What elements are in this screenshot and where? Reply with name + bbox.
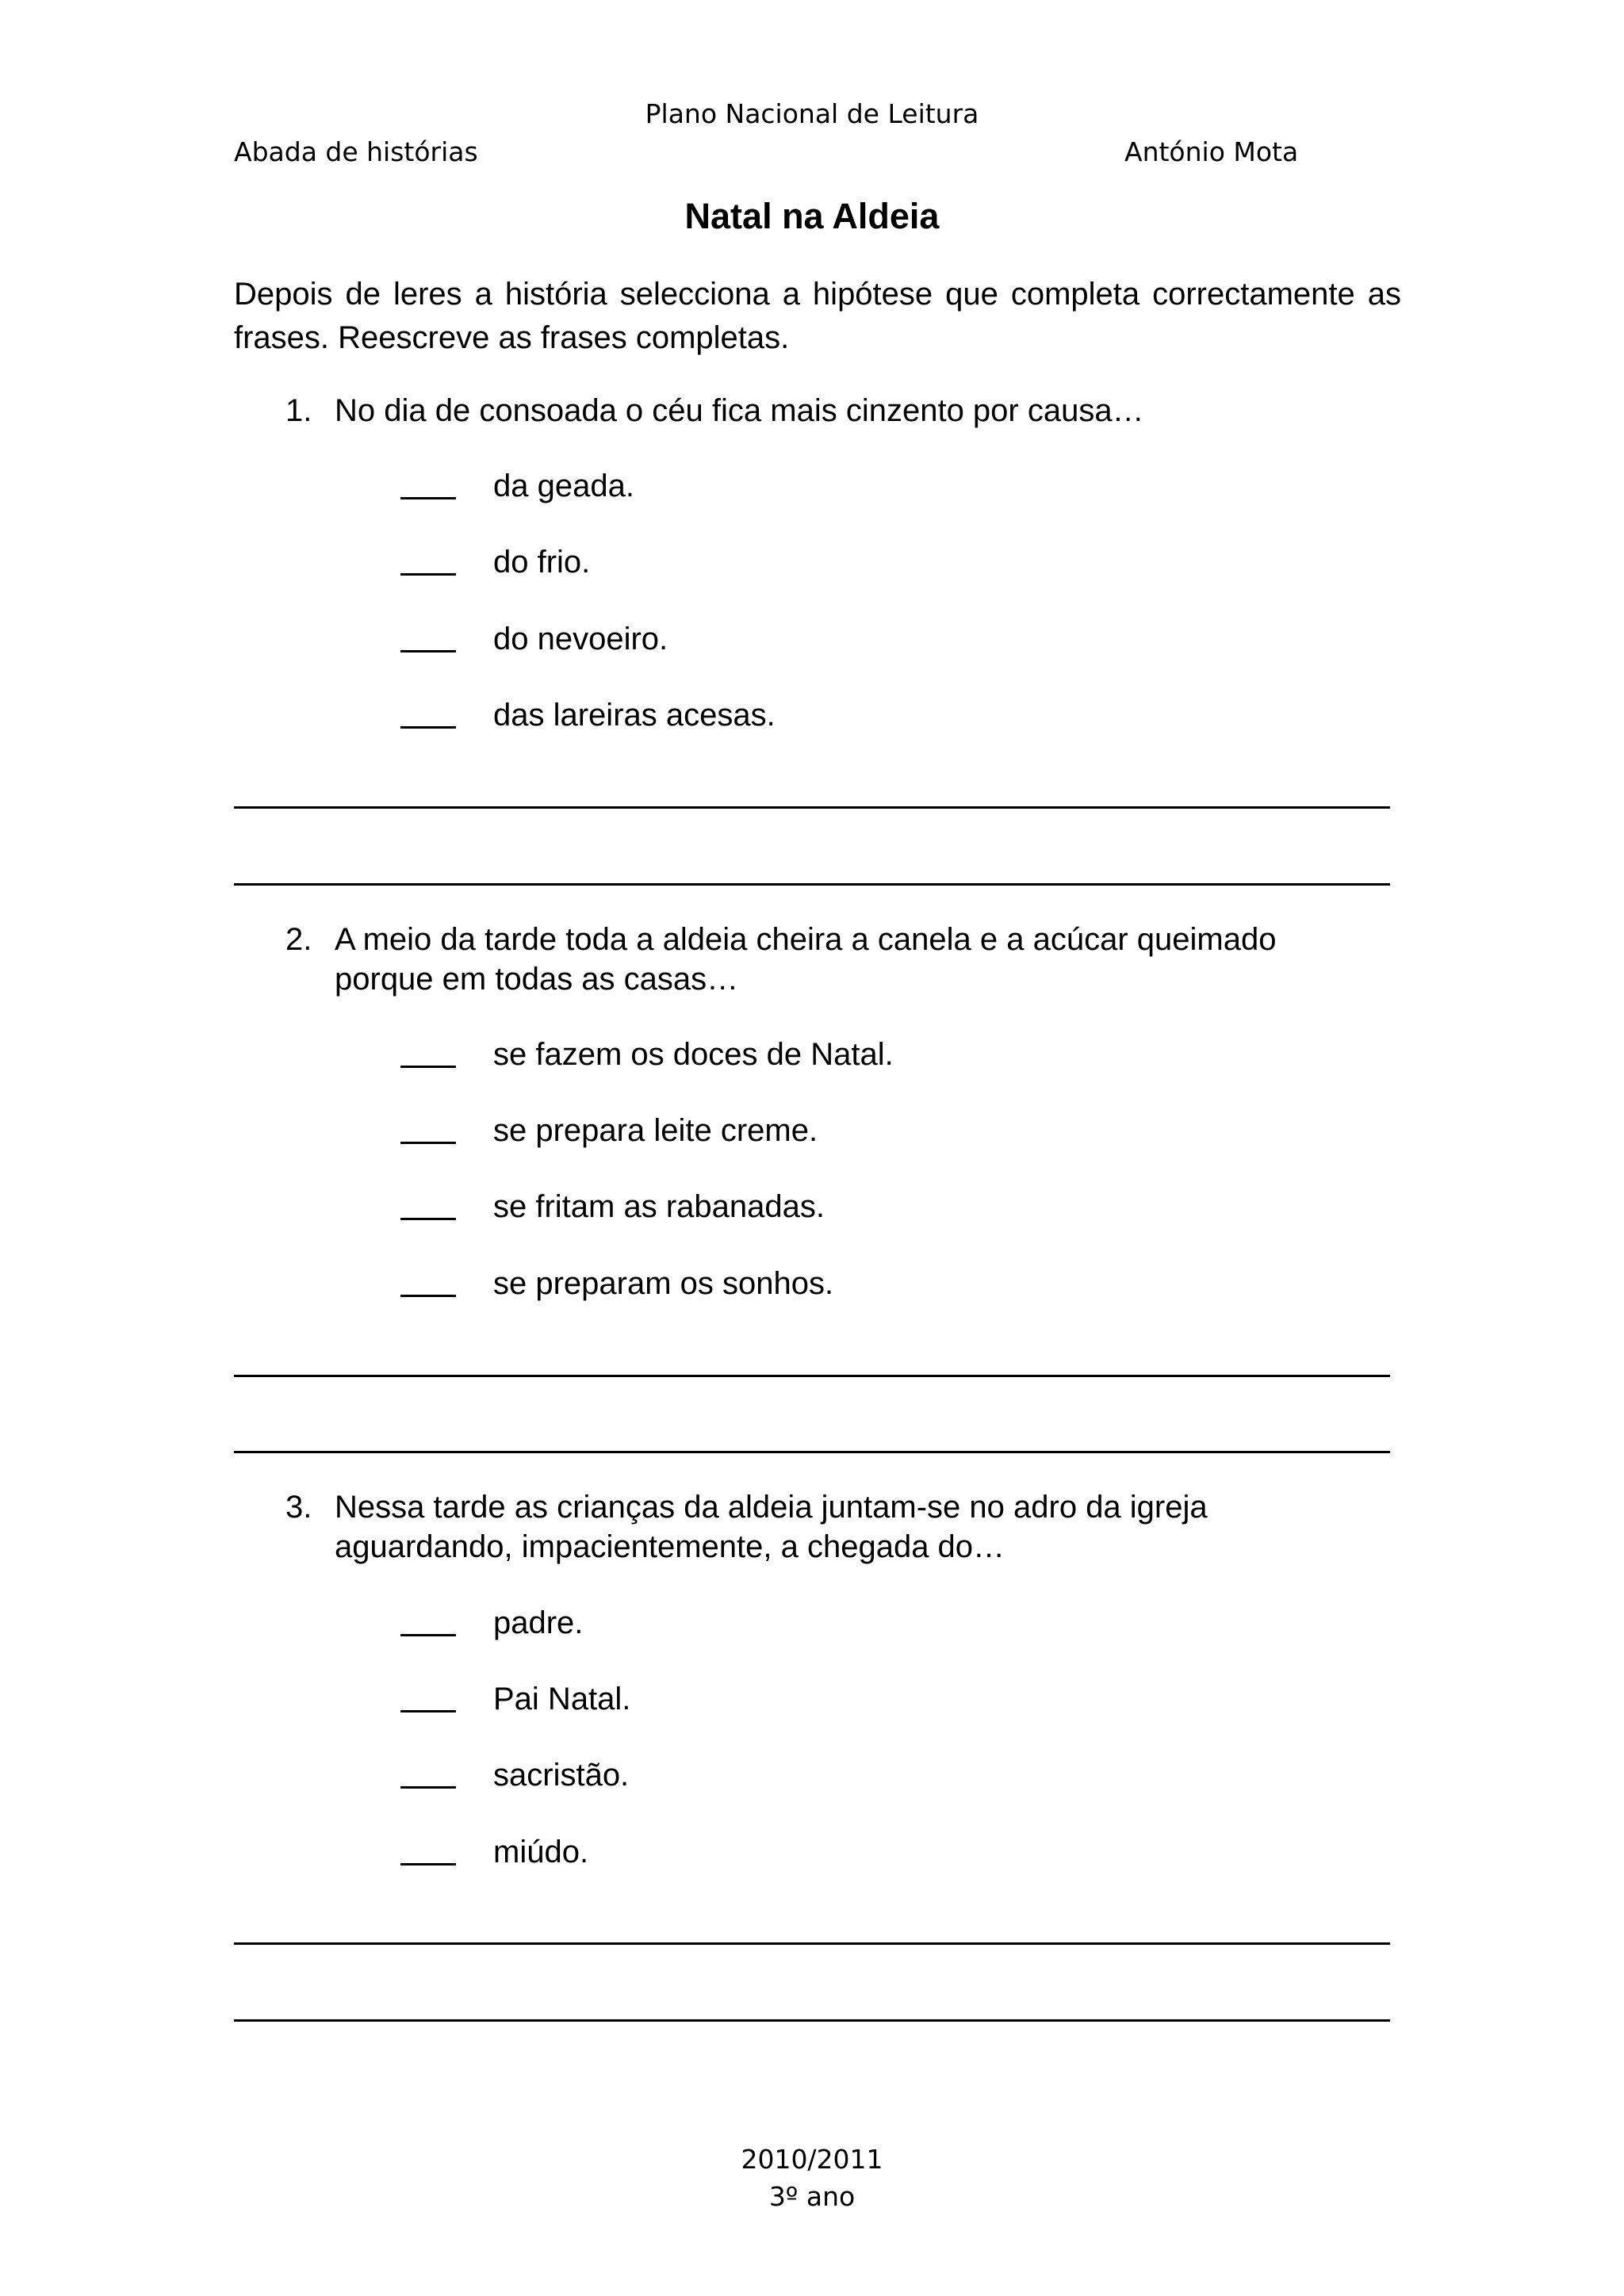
answer-line[interactable]	[234, 806, 1390, 809]
option-text: das lareiras acesas.	[493, 698, 776, 733]
option-text: sacristão.	[493, 1758, 630, 1793]
option-1c	[400, 619, 668, 659]
question-1	[285, 391, 1396, 430]
program-header: Plano Nacional de Leitura	[645, 98, 979, 129]
question-number: 2.	[285, 922, 312, 957]
answer-blank[interactable]	[400, 1607, 456, 1636]
answer-blank[interactable]	[400, 470, 456, 499]
question-text: No dia de consoada o céu fica mais cinzento por causa…	[335, 393, 1144, 428]
question-number: 3.	[285, 1490, 312, 1525]
option-text: do frio.	[493, 545, 591, 580]
question-text: A meio da tarde toda a aldeia cheira a canela e a acúcar queimado	[335, 922, 1277, 957]
answer-blank[interactable]	[400, 623, 456, 652]
answer-blank[interactable]	[400, 1268, 456, 1297]
answer-blank[interactable]	[400, 1039, 456, 1068]
option-2c	[400, 1187, 825, 1226]
answer-blank[interactable]	[400, 1836, 456, 1866]
answer-blank[interactable]	[400, 699, 456, 729]
grade-label: 3º ano	[768, 2181, 856, 2212]
option-2b	[400, 1111, 818, 1150]
question-text: Nessa tarde as crianças da aldeia juntam-se no adro da igreja	[335, 1490, 1208, 1525]
page-title: Natal na Aldeia	[684, 196, 940, 236]
option-text: se fritam as rabanadas.	[493, 1189, 825, 1224]
option-text: da geada.	[493, 469, 634, 503]
question-text-continued: porque em todas as casas…	[335, 962, 739, 997]
option-text: miúdo.	[493, 1835, 589, 1869]
answer-blank[interactable]	[400, 1115, 456, 1144]
option-2a	[400, 1035, 894, 1074]
question-text-continued: aguardando, impacientemente, a chegada do…	[335, 1529, 1005, 1564]
option-text: padre.	[493, 1605, 584, 1640]
option-text: se prepara leite creme.	[493, 1113, 818, 1148]
answer-line[interactable]	[234, 1451, 1390, 1453]
question-number: 1.	[285, 393, 312, 428]
option-3a	[400, 1603, 583, 1643]
option-1a	[400, 466, 634, 506]
question-3	[285, 1487, 1396, 1567]
option-3c	[400, 1755, 629, 1795]
option-text: se preparam os sonhos.	[493, 1266, 834, 1301]
option-text: do nevoeiro.	[493, 622, 668, 656]
answer-line[interactable]	[234, 1942, 1390, 1945]
option-2d	[400, 1264, 833, 1303]
collection-header: Abada de histórias	[234, 136, 478, 167]
option-text: se fazem os doces de Natal.	[493, 1037, 894, 1072]
answer-line[interactable]	[234, 883, 1390, 886]
answer-blank[interactable]	[400, 1191, 456, 1220]
option-1b	[400, 542, 590, 582]
answer-blank[interactable]	[400, 1759, 456, 1789]
answer-blank[interactable]	[400, 1683, 456, 1712]
author-header: António Mota	[1124, 136, 1299, 167]
option-text: Pai Natal.	[493, 1682, 631, 1716]
answer-blank[interactable]	[400, 546, 456, 576]
school-year: 2010/2011	[741, 2144, 883, 2175]
instructions: Depois de leres a história selecciona a hipótese que completa correctamente as frases. Reescreve as frases completas.	[234, 277, 1401, 355]
answer-line[interactable]	[234, 1375, 1390, 1377]
answer-line[interactable]	[234, 2019, 1390, 2022]
question-2	[285, 920, 1396, 999]
option-1d	[400, 695, 776, 735]
option-3b	[400, 1679, 630, 1719]
option-3d	[400, 1832, 588, 1872]
